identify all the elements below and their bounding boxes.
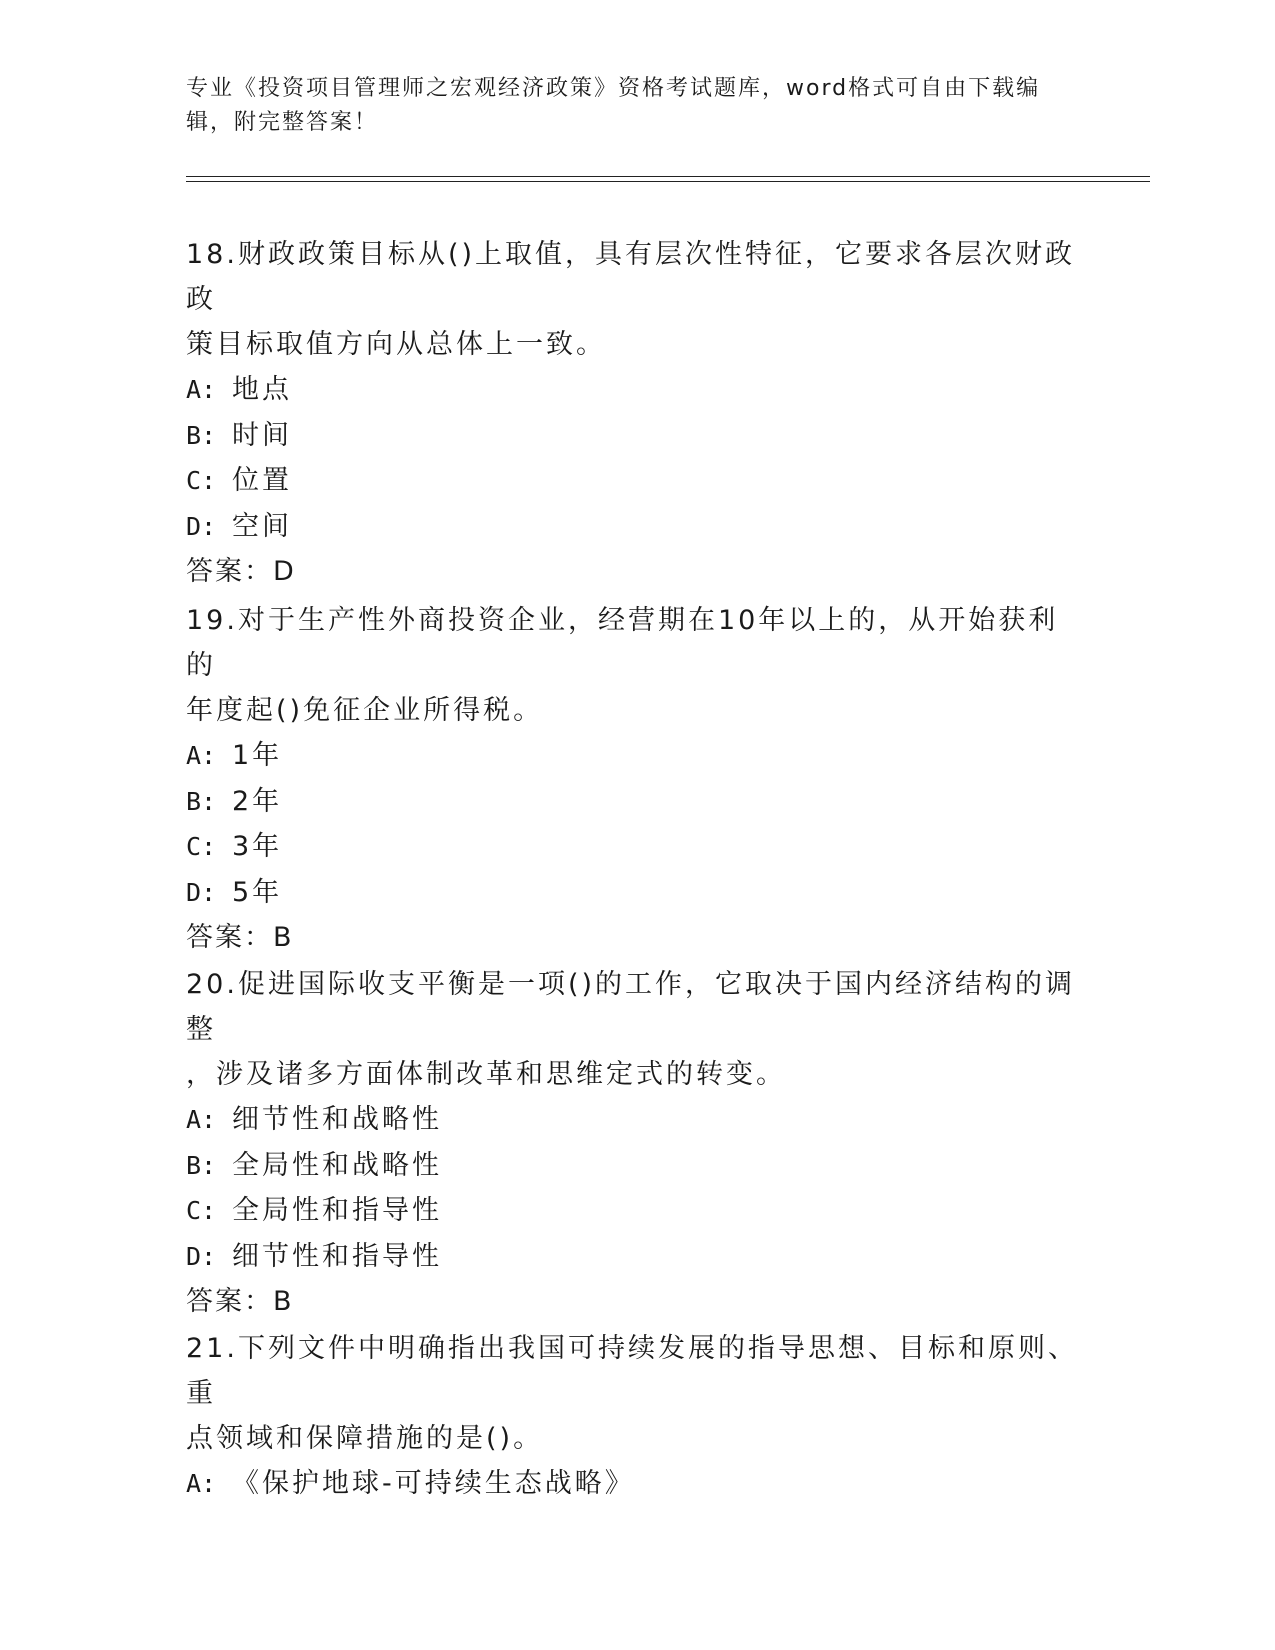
question-stem bbox=[186, 598, 1086, 733]
option-letter: A: bbox=[186, 1105, 217, 1134]
option-a bbox=[186, 1461, 1086, 1507]
header-line-2: 辑，附完整答案！ bbox=[186, 110, 379, 135]
question-stem-line-1: 18.财政政策目标从()上取值，具有层次性特征，它要求各层次财政政 bbox=[186, 239, 1076, 315]
option-text: 全局性和指导性 bbox=[232, 1195, 442, 1226]
question-stem bbox=[186, 962, 1086, 1097]
answer: 答案：B bbox=[186, 922, 294, 953]
option-letter: B: bbox=[186, 786, 217, 816]
question-stem-line-2: 点领域和保障措施的是()。 bbox=[186, 1423, 544, 1454]
option-text: 空间 bbox=[232, 510, 292, 542]
option-text: 3年 bbox=[232, 831, 283, 862]
question-stem-line-2: ，涉及诸多方面体制改革和思维定式的转变。 bbox=[186, 1059, 786, 1090]
question-stem-line-2: 策目标取值方向从总体上一致。 bbox=[186, 329, 606, 360]
option-c bbox=[186, 458, 1086, 504]
option-letter: D: bbox=[186, 511, 217, 541]
option-c bbox=[186, 1188, 1086, 1234]
option-d bbox=[186, 870, 1086, 916]
header-divider-top bbox=[186, 176, 1150, 177]
option-b bbox=[186, 413, 1086, 459]
option-d bbox=[186, 1234, 1086, 1280]
question-stem-line-1: 21.下列文件中明确指出我国可持续发展的指导思想、目标和原则、重 bbox=[186, 1333, 1078, 1409]
question-stem-line-1: 19.对于生产性外商投资企业，经营期在10年以上的，从开始获利的 bbox=[186, 605, 1059, 681]
question-18 bbox=[186, 232, 1086, 595]
option-c bbox=[186, 824, 1086, 870]
header-line-1: 专业《投资项目管理师之宏观经济政策》资格考试题库，word格式可自由下载编 bbox=[186, 76, 1041, 101]
answer: 答案：B bbox=[186, 1286, 294, 1317]
document-header bbox=[186, 72, 1066, 140]
option-letter: B: bbox=[186, 1150, 217, 1180]
option-text: 地点 bbox=[232, 374, 292, 405]
option-text: 2年 bbox=[232, 785, 283, 817]
option-b bbox=[186, 779, 1086, 825]
option-text: 全局性和战略性 bbox=[232, 1149, 442, 1181]
question-20 bbox=[186, 962, 1086, 1325]
question-21 bbox=[186, 1326, 1086, 1507]
option-text: 时间 bbox=[232, 419, 292, 451]
option-text: 1年 bbox=[232, 740, 283, 771]
option-a bbox=[186, 1097, 1086, 1143]
option-letter: A: bbox=[186, 741, 217, 770]
option-letter: D: bbox=[186, 877, 217, 907]
option-text: 位置 bbox=[232, 465, 292, 496]
option-a bbox=[186, 733, 1086, 779]
option-a bbox=[186, 367, 1086, 413]
question-stem-line-2: 年度起()免征企业所得税。 bbox=[186, 695, 544, 726]
question-stem bbox=[186, 1326, 1086, 1461]
question-stem bbox=[186, 232, 1086, 367]
header-divider-bottom bbox=[186, 181, 1150, 182]
answer: 答案：D bbox=[186, 556, 296, 587]
option-b bbox=[186, 1143, 1086, 1189]
option-text: 细节性和战略性 bbox=[232, 1104, 442, 1135]
option-d bbox=[186, 504, 1086, 550]
option-text: 细节性和指导性 bbox=[232, 1240, 442, 1272]
option-letter: A: bbox=[186, 375, 217, 404]
option-letter: C: bbox=[186, 832, 217, 861]
option-letter: C: bbox=[186, 466, 217, 495]
option-letter: D: bbox=[186, 1241, 217, 1271]
option-letter: A: bbox=[186, 1469, 217, 1498]
option-letter: C: bbox=[186, 1196, 217, 1225]
option-text: 《保护地球-可持续生态战略》 bbox=[232, 1468, 635, 1499]
option-letter: B: bbox=[186, 420, 217, 450]
option-text: 5年 bbox=[232, 876, 283, 908]
question-stem-line-1: 20.促进国际收支平衡是一项()的工作，它取决于国内经济结构的调整 bbox=[186, 969, 1076, 1045]
question-19 bbox=[186, 598, 1086, 961]
